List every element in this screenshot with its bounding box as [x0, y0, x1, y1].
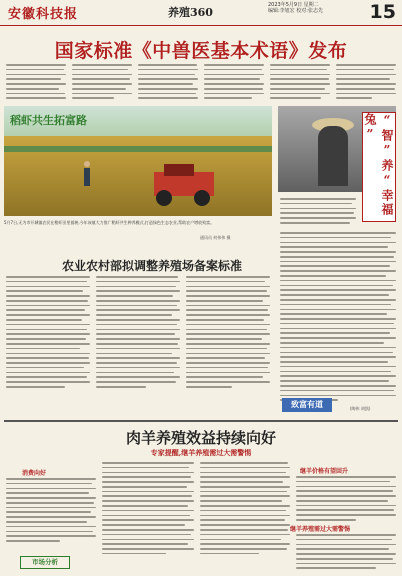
main-headline: 国家标准《中兽医基本术语》发布	[54, 40, 348, 62]
article-column	[204, 64, 264, 99]
subhead: 消费向好	[22, 470, 47, 477]
paper-name: 安徽科技报	[8, 7, 79, 22]
market-analysis-tag: 市场分析	[20, 556, 70, 569]
article-column	[296, 534, 396, 569]
article-column	[336, 64, 396, 99]
bottom-subtitle: 专家提醒,继羊养殖需过大需警惕	[150, 448, 252, 457]
article-column	[280, 198, 356, 224]
farmer-figure	[318, 126, 348, 186]
photo-credit: 通讯员 何伟伟 摄	[200, 235, 231, 240]
vertical-headline: “智”养“幸福兔”	[362, 112, 396, 222]
article-column	[102, 462, 194, 554]
subhead: 继羊价格有望回升	[300, 468, 349, 475]
article-column	[6, 276, 90, 388]
article-column	[270, 64, 330, 99]
article-column	[6, 478, 96, 542]
masthead	[0, 0, 402, 26]
article-column	[296, 476, 396, 521]
section-divider	[4, 420, 398, 422]
photo-caption: 5月7日,无为市开城镇农民在稻虾田里插秧,今年该镇大力推广稻虾共生种养模式,打造绿色生态农业,帮助农户增收致富。	[4, 220, 215, 225]
dateline-editor: 编辑:李旭宏 校对:张志先	[268, 8, 323, 14]
article-column	[186, 276, 270, 388]
rice-field-photo	[4, 106, 272, 216]
subhead: 继羊养殖需过大需警惕	[290, 526, 351, 533]
section-name: 养殖360	[168, 6, 213, 19]
article-column	[96, 276, 180, 388]
page-number: 15	[369, 1, 396, 23]
bottom-headline: 肉羊养殖效益持续向好	[125, 429, 276, 447]
dateline-date: 2023年5月9日 星期二	[268, 2, 319, 8]
article-column	[138, 64, 198, 99]
reporter-byline: (陶伟 胡凯)	[350, 406, 371, 411]
photo-inset-title: 稻虾共生拓富路	[10, 114, 87, 127]
article-column	[6, 64, 66, 99]
article-column	[72, 64, 132, 99]
sub-headline: 农业农村部拟调整养殖场备案标准	[62, 259, 243, 273]
article-column	[200, 462, 290, 554]
dateline	[268, 2, 323, 14]
article-column	[280, 232, 396, 401]
section-tag: 致富有道	[282, 398, 332, 412]
